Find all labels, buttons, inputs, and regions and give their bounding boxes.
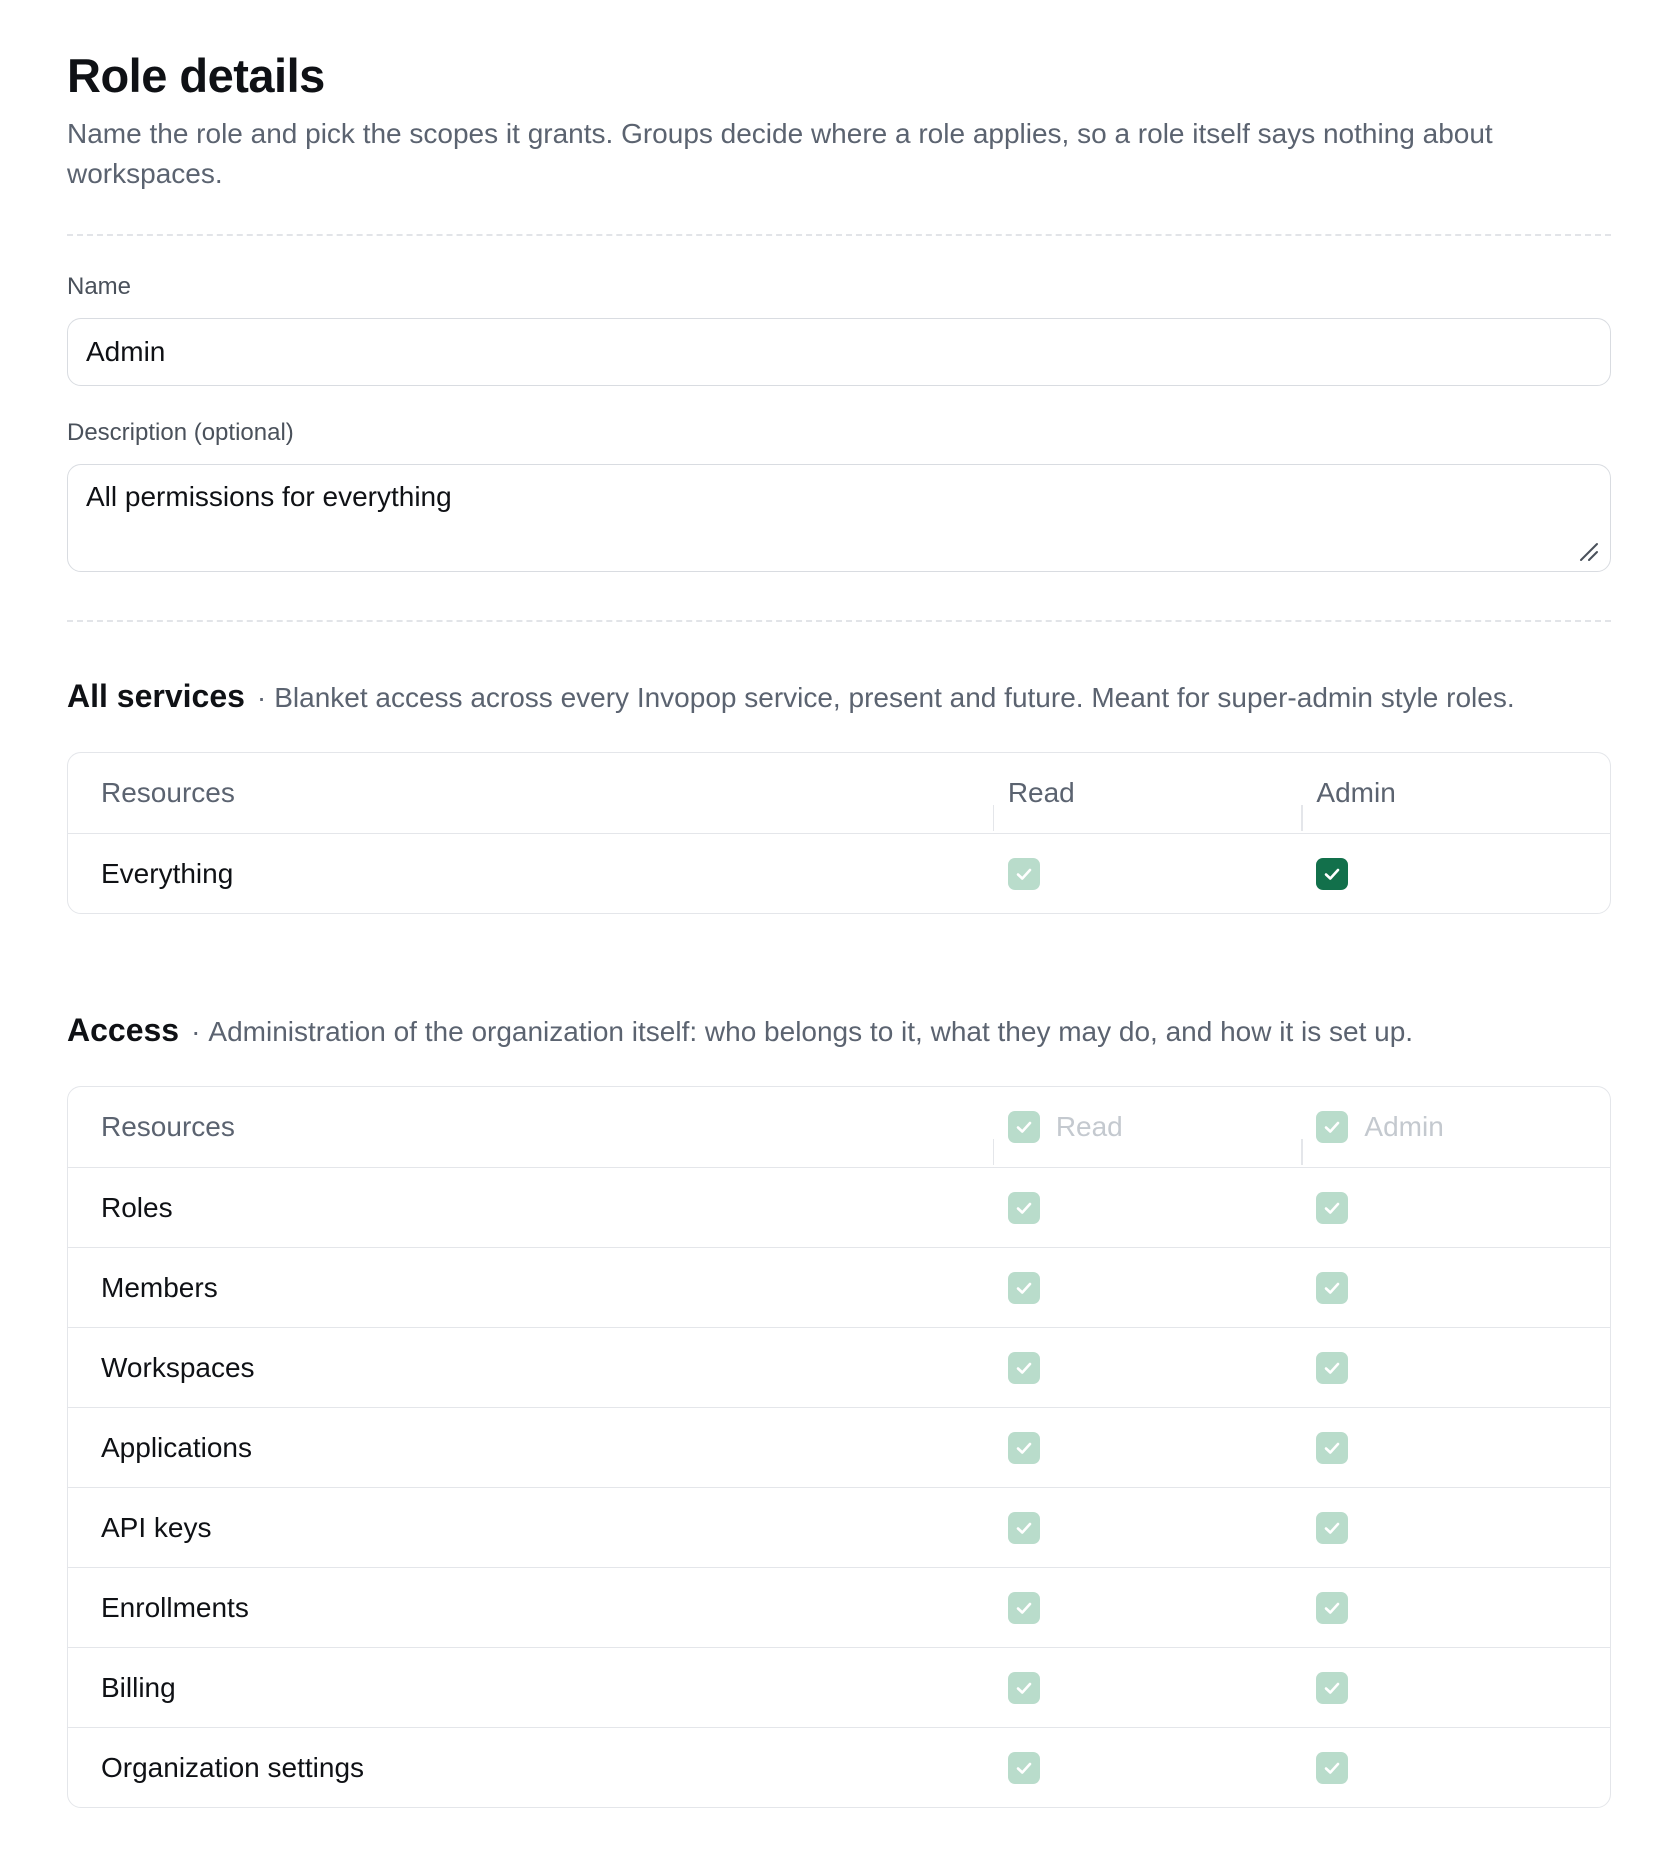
divider (67, 234, 1611, 236)
resource-name: Workspaces (101, 1351, 255, 1383)
admin-column-label: Admin (1364, 1111, 1444, 1142)
read-checkbox (1008, 1272, 1040, 1304)
check-icon (1321, 1437, 1343, 1459)
admin-checkbox (1316, 1592, 1348, 1624)
check-icon (1321, 1517, 1343, 1539)
all-services-title: All services (67, 678, 245, 714)
check-icon (1013, 1197, 1035, 1219)
access-heading (67, 1010, 1597, 1052)
read-checkbox (1008, 1192, 1040, 1224)
all-services-table (67, 752, 1611, 914)
table-row (68, 1247, 1610, 1327)
admin-column-header (1301, 777, 1610, 809)
read-column-header (993, 1111, 1302, 1143)
check-icon (1321, 1197, 1343, 1219)
check-icon (1321, 1277, 1343, 1299)
read-column-header (993, 777, 1302, 809)
page-subtitle: Name the role and pick the scopes it grants. Groups decide where a role applies, so a role itself says nothing about workspaces. (67, 118, 1493, 189)
name-input-value: Admin (86, 336, 166, 367)
all-services-heading (67, 676, 1597, 718)
resource-name: Applications (101, 1431, 252, 1463)
resource-name: Billing (101, 1671, 176, 1703)
resource-name: Members (101, 1271, 218, 1303)
check-icon (1013, 1437, 1035, 1459)
separator: · (256, 682, 267, 713)
resource-name: Organization settings (101, 1751, 365, 1783)
check-icon (1013, 1116, 1035, 1138)
check-icon (1013, 1277, 1035, 1299)
check-icon (1321, 1677, 1343, 1699)
description-label: Description (optional) (67, 419, 294, 446)
table-row (68, 833, 1610, 913)
read-checkbox (1008, 1592, 1040, 1624)
resource-name: Everything (101, 857, 234, 889)
check-icon (1013, 1357, 1035, 1379)
table-row (68, 1407, 1610, 1487)
admin-checkbox (1316, 1272, 1348, 1304)
admin-column-header (1301, 1111, 1610, 1143)
read-checkbox (1008, 1352, 1040, 1384)
table-row (68, 1647, 1610, 1727)
check-icon (1013, 863, 1035, 885)
admin-select-all-checkbox (1316, 1111, 1348, 1143)
admin-checkbox (1316, 1512, 1348, 1544)
read-checkbox (1008, 1432, 1040, 1464)
table-row (68, 1487, 1610, 1567)
admin-checkbox (1316, 1752, 1348, 1784)
check-icon (1321, 1116, 1343, 1138)
name-label: Name (67, 273, 132, 300)
access-title: Access (67, 1012, 180, 1048)
admin-column-label: Admin (1316, 777, 1396, 808)
name-input[interactable] (67, 318, 1611, 386)
resources-column-header: Resources (101, 777, 235, 808)
read-checkbox (1008, 1512, 1040, 1544)
admin-checkbox[interactable] (1316, 858, 1348, 890)
admin-checkbox (1316, 1672, 1348, 1704)
read-checkbox (1008, 1672, 1040, 1704)
admin-checkbox (1316, 1192, 1348, 1224)
resize-grip-icon[interactable] (1578, 541, 1600, 563)
access-description: Administration of the organization itself: who belongs to it, what they may do, and how it is set up. (208, 1016, 1414, 1047)
all-services-description: Blanket access across every Invopop service, present and future. Meant for super-admin style roles. (274, 682, 1515, 713)
read-column-label: Read (1055, 1111, 1123, 1142)
check-icon (1321, 1757, 1343, 1779)
description-textarea[interactable] (67, 464, 1611, 572)
table-row (68, 1327, 1610, 1407)
read-select-all-checkbox (1008, 1111, 1040, 1143)
page-title: Role details (67, 49, 325, 102)
divider (67, 620, 1611, 622)
admin-checkbox (1316, 1352, 1348, 1384)
check-icon (1013, 1677, 1035, 1699)
resource-name: API keys (101, 1511, 212, 1543)
description-textarea-value: All permissions for everything (86, 481, 452, 512)
check-icon (1321, 1597, 1343, 1619)
read-checkbox (1008, 1752, 1040, 1784)
table-row (68, 1167, 1610, 1247)
resource-name: Enrollments (101, 1591, 249, 1623)
resources-column-header: Resources (101, 1111, 235, 1142)
admin-checkbox (1316, 1432, 1348, 1464)
resource-name: Roles (101, 1191, 173, 1223)
access-table (67, 1086, 1611, 1808)
table-row (68, 1727, 1610, 1807)
read-checkbox (1008, 858, 1040, 890)
check-icon (1013, 1597, 1035, 1619)
separator: · (191, 1016, 201, 1047)
read-column-label: Read (1007, 777, 1075, 808)
table-header (68, 1087, 1610, 1167)
table-row (68, 1567, 1610, 1647)
check-icon (1013, 1757, 1035, 1779)
check-icon (1321, 863, 1343, 885)
check-icon (1321, 1357, 1343, 1379)
table-header (68, 753, 1610, 833)
check-icon (1013, 1517, 1035, 1539)
